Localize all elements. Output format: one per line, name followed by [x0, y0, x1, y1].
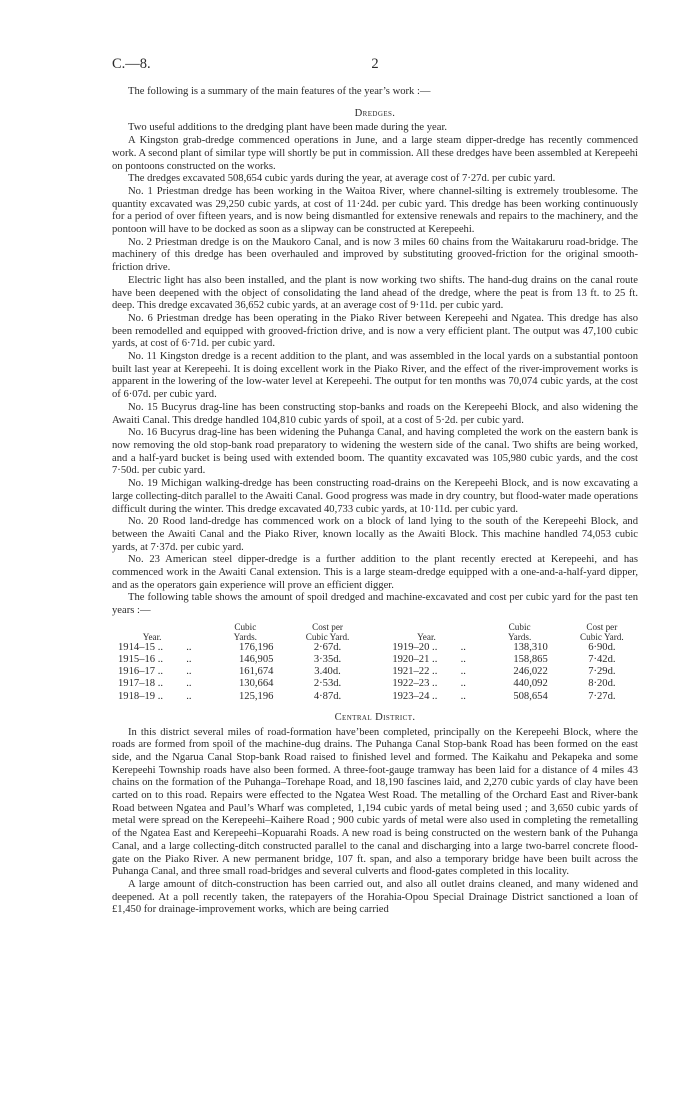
leader-dots: .. — [186, 678, 192, 690]
paragraph: No. 1 Priestman dredge has been working in the Waitoa River, where channel-silting is extremely troublesome. The quantity excavated was 29,250 cubic yards, at cost of 11·24d. per cubic yard. This dredge has been working continuously for a period of over fifteen years, and is now being dismantled for extensive renewals and repairs to the machinery, and the pontoon will have to be docked as soon as a slipway can be constructed at Kerepeehi. — [112, 185, 638, 236]
paragraph: In this district several miles of road-formation have’been completed, principally on the Kerepeehi Block, where the roads are formed from spoil of the machine-dug drains. The Puhanga Canal Stop-bank Road has been formed on the east side, and the Ngarua Canal Stop-bank Road raised to finished level and formed. The Kaikahu and Pekapeka and some Kerepeehi Township roads have also been formed. A three-foot-gauge tramway has been laid for a distance of 4 miles 43 chains on the formation of the Puhanga–Torehape Road, and 18,190 fascines laid, and 2,270 cubic yards of clay have been carted on to this road. Repairs were effected to the Ngatea West Road. The metalling of the Orchard East and River-bank Road between Ngatea and Paul’s Wharf was completed, 1,194 cubic yards of metal being used ; and 3,650 cubic yards of metal were spread on the Kerepeehi–Kaihere Road ; 900 cubic yards of metal were also used in completing the remetalling of the Ngatea East and Kerepeehi–Kopuarahi Roads. A new road is being constructed on the western bank of the Puhanga Canal, and a large collecting-ditch constructed parallel to the canal and discharging into a large two-barrel concrete flood-gate on the Piako River. A new permanent bridge, 107 ft. span, and also a temporary bridge have been built across the Puhanga Canal, and three small road-bridges and several culverts and flood-gates completed in this locality. — [112, 726, 638, 878]
table-row — [112, 691, 638, 703]
year-cell: 1914–15 .. — [118, 641, 164, 653]
yards-cell: 125,196 — [239, 690, 274, 702]
yards-cell: 508,654 — [513, 690, 548, 702]
yards-cell: 146,905 — [239, 654, 274, 666]
paragraph: A large amount of ditch-construction has been carried out, and also all outlet drains cleaned, and many widened and deepened. At a poll recently taken, the ratepayers of the Horahia-Opou Special Drainage District sanctioned a loan of £1,450 for drainage-improvement works, which are being carried — [112, 878, 638, 916]
cost-cell: 2·67d. — [313, 641, 342, 653]
paragraph: The following table shows the amount of spoil dredged and machine-excavated and cost per cubic yard for the past ten years :— — [112, 592, 638, 617]
year-cell: 1918–19 .. — [118, 690, 164, 702]
header-cubic: Cubic — [234, 621, 257, 632]
leader-dots: .. — [186, 641, 192, 653]
paragraph: The dredges excavated 508,654 cubic yards during the year, at average cost of 7·27d. per cubic yard. — [128, 173, 556, 185]
paragraph: No. 6 Priestman dredge has been operating in the Piako River between Kerepeehi and Ngatea. This dredge has also been remodelled and equipped with grooved-friction drive, and is now a very efficient plant. The output was 47,100 cubic yards, at cost of 6·71d. per cubic yard. — [112, 312, 638, 350]
table-row — [112, 678, 638, 690]
leader-dots: .. — [186, 666, 192, 678]
dredges-section — [112, 122, 638, 617]
table-row — [112, 654, 638, 666]
paragraph: No. 20 Rood land-dredge has commenced work on a block of land lying to the south of the Kerepeehi Block, and between the Awaiti Canal and the Piako River, known locally as the Awaiti Block. This machine handled 74,053 cubic yards, at 7·37d. per cubic yard. — [112, 516, 638, 553]
header-year: Year. — [142, 631, 162, 642]
section-heading-dredges: Dredges. — [354, 107, 396, 119]
year-cell: 1917–18 .. — [118, 678, 164, 690]
year-cell: 1920–21 .. — [392, 654, 438, 666]
cost-cell: 7·42d. — [588, 654, 616, 666]
page-number: 2 — [371, 56, 379, 72]
leader-dots: .. — [460, 666, 466, 678]
paragraph: No. 16 Bucyrus drag-line has been widening the Puhanga Canal, and having completed the work on the eastern bank is now removing the old stop-bank road preparatory to widening the western side of the canal. Two shifts are being worked, and a half-yard bucket is being used with extended boom. The quantity excavated was 105,980 cubic yards, and the cost 7·50d. per cubic yard. — [112, 427, 638, 477]
year-cell: 1922–23 .. — [392, 678, 438, 690]
yards-cell: 158,865 — [513, 654, 548, 666]
header-cubic-yard: Cubic Yard. — [580, 631, 624, 642]
page-body — [112, 86, 638, 917]
paragraph: No. 19 Michigan walking-dredge has been constructing road-drains on the Kerepeehi Block, and is now excavating a large collecting-ditch parallel to the Awaiti Canal. Good progress was made in dry country, but flood-water made operations difficult during the winter. This dredge excavated 40,733 cubic yards, at 10·11d. per cubic yard. — [112, 478, 638, 515]
header-cubic: Cubic — [508, 621, 531, 632]
leader-dots: .. — [460, 690, 466, 702]
header-yards: Yards. — [507, 631, 532, 642]
paragraph: Electric light has also been installed, and the plant is now working two shifts. The hand-dug drains on the canal route have been deepened with the object of consolidating the land ahead of the dredge, where the peat is from 13 ft. to 25 ft. deep. This dredge excavated 36,652 cubic yards, at an average cost of 9·11d. per cubic yard. — [112, 274, 638, 312]
paragraph: No. 15 Bucyrus drag-line has been constructing stop-banks and roads on the Kerepeehi Block, and also widening the Awaiti Canal. This dredge handled 104,810 cubic yards of spoil, at a cost of 5·2d. per cubic yard. — [112, 401, 638, 426]
document-code: C.—8. — [112, 56, 151, 72]
cost-cell: 4·87d. — [313, 690, 342, 702]
yards-cell: 176,196 — [239, 641, 274, 653]
yards-cell: 161,674 — [239, 666, 274, 678]
cost-cell: 7·27d. — [588, 690, 616, 702]
running-header — [112, 56, 638, 74]
header-yards: Yards. — [233, 631, 257, 642]
leader-dots: .. — [460, 678, 466, 690]
cost-cell: 3.40d. — [314, 666, 341, 678]
header-year: Year. — [417, 631, 436, 642]
table-row — [112, 666, 638, 678]
cost-cell: 7·29d. — [588, 666, 616, 678]
intro-line: The following is a summary of the main features of the year’s work :— — [128, 86, 431, 97]
header-cost-per: Cost per — [586, 621, 618, 632]
leader-dots: .. — [460, 641, 466, 653]
cost-cell: 6·90d. — [588, 641, 616, 653]
dredging-summary-table — [112, 622, 638, 703]
leader-dots: .. — [460, 654, 466, 666]
cost-cell: 2·53d. — [313, 678, 342, 690]
table-header-row — [112, 622, 638, 632]
paragraph: Two useful additions to the dredging plant have been made during the year. — [128, 122, 448, 134]
yards-cell: 138,310 — [513, 641, 548, 653]
header-cost-per: Cost per — [312, 621, 343, 632]
leader-dots: .. — [186, 654, 192, 666]
section-heading-central-district: Central District. — [334, 711, 416, 723]
leader-dots: .. — [186, 690, 192, 702]
paragraph: No. 2 Priestman dredge is on the Maukoro Canal, and is now 3 miles 60 chains from the Waitakaruru road-bridge. The machinery of this dredge has been overhauled and improved by substituting grooved-friction for the original smooth-friction drive. — [112, 236, 638, 274]
table-row — [112, 642, 638, 654]
cost-cell: 3·35d. — [313, 654, 342, 666]
year-cell: 1916–17 .. — [118, 666, 164, 678]
yards-cell: 130,664 — [239, 678, 274, 690]
year-cell: 1923–24 .. — [392, 690, 438, 702]
paragraph: No. 23 American steel dipper-dredge is a further addition to the plant recently erected at Kerepeehi, and has commenced work in the Awaiti Canal extension. This is a large steam-dredge equipped with a one-and-a-half-yard dipper, and as the operators gain experience will prove an efficient digger. — [112, 554, 638, 591]
paragraph: No. 11 Kingston dredge is a recent addition to the plant, and was assembled in the local yards on a substantial pontoon built last year at Kerepeehi. It is doing excellent work in the Piako River, and the effect of the river-improvement works is apparent in the lowering of the low-water level at Kerepeehi. The output for ten months was 70,074 cubic yards, at the cost of 6·07d. per cubic yard. — [112, 351, 638, 401]
central-district-section — [112, 727, 638, 918]
year-cell: 1921–22 .. — [392, 666, 438, 678]
paragraph: A Kingston grab-dredge commenced operations in June, and a large steam dipper-dredge has recently commenced work. A second plant of similar type will shortly be put in commission. All these dredges have been assembled at Kerepeehi on pontoons constructed on the works. — [112, 135, 638, 172]
header-cubic-yard: Cubic Yard. — [305, 631, 350, 642]
yards-cell: 246,022 — [513, 666, 548, 678]
cost-cell: 8·20d. — [588, 678, 616, 690]
yards-cell: 440,092 — [513, 678, 548, 690]
year-cell: 1919–20 .. — [392, 641, 438, 653]
year-cell: 1915–16 .. — [118, 654, 164, 666]
